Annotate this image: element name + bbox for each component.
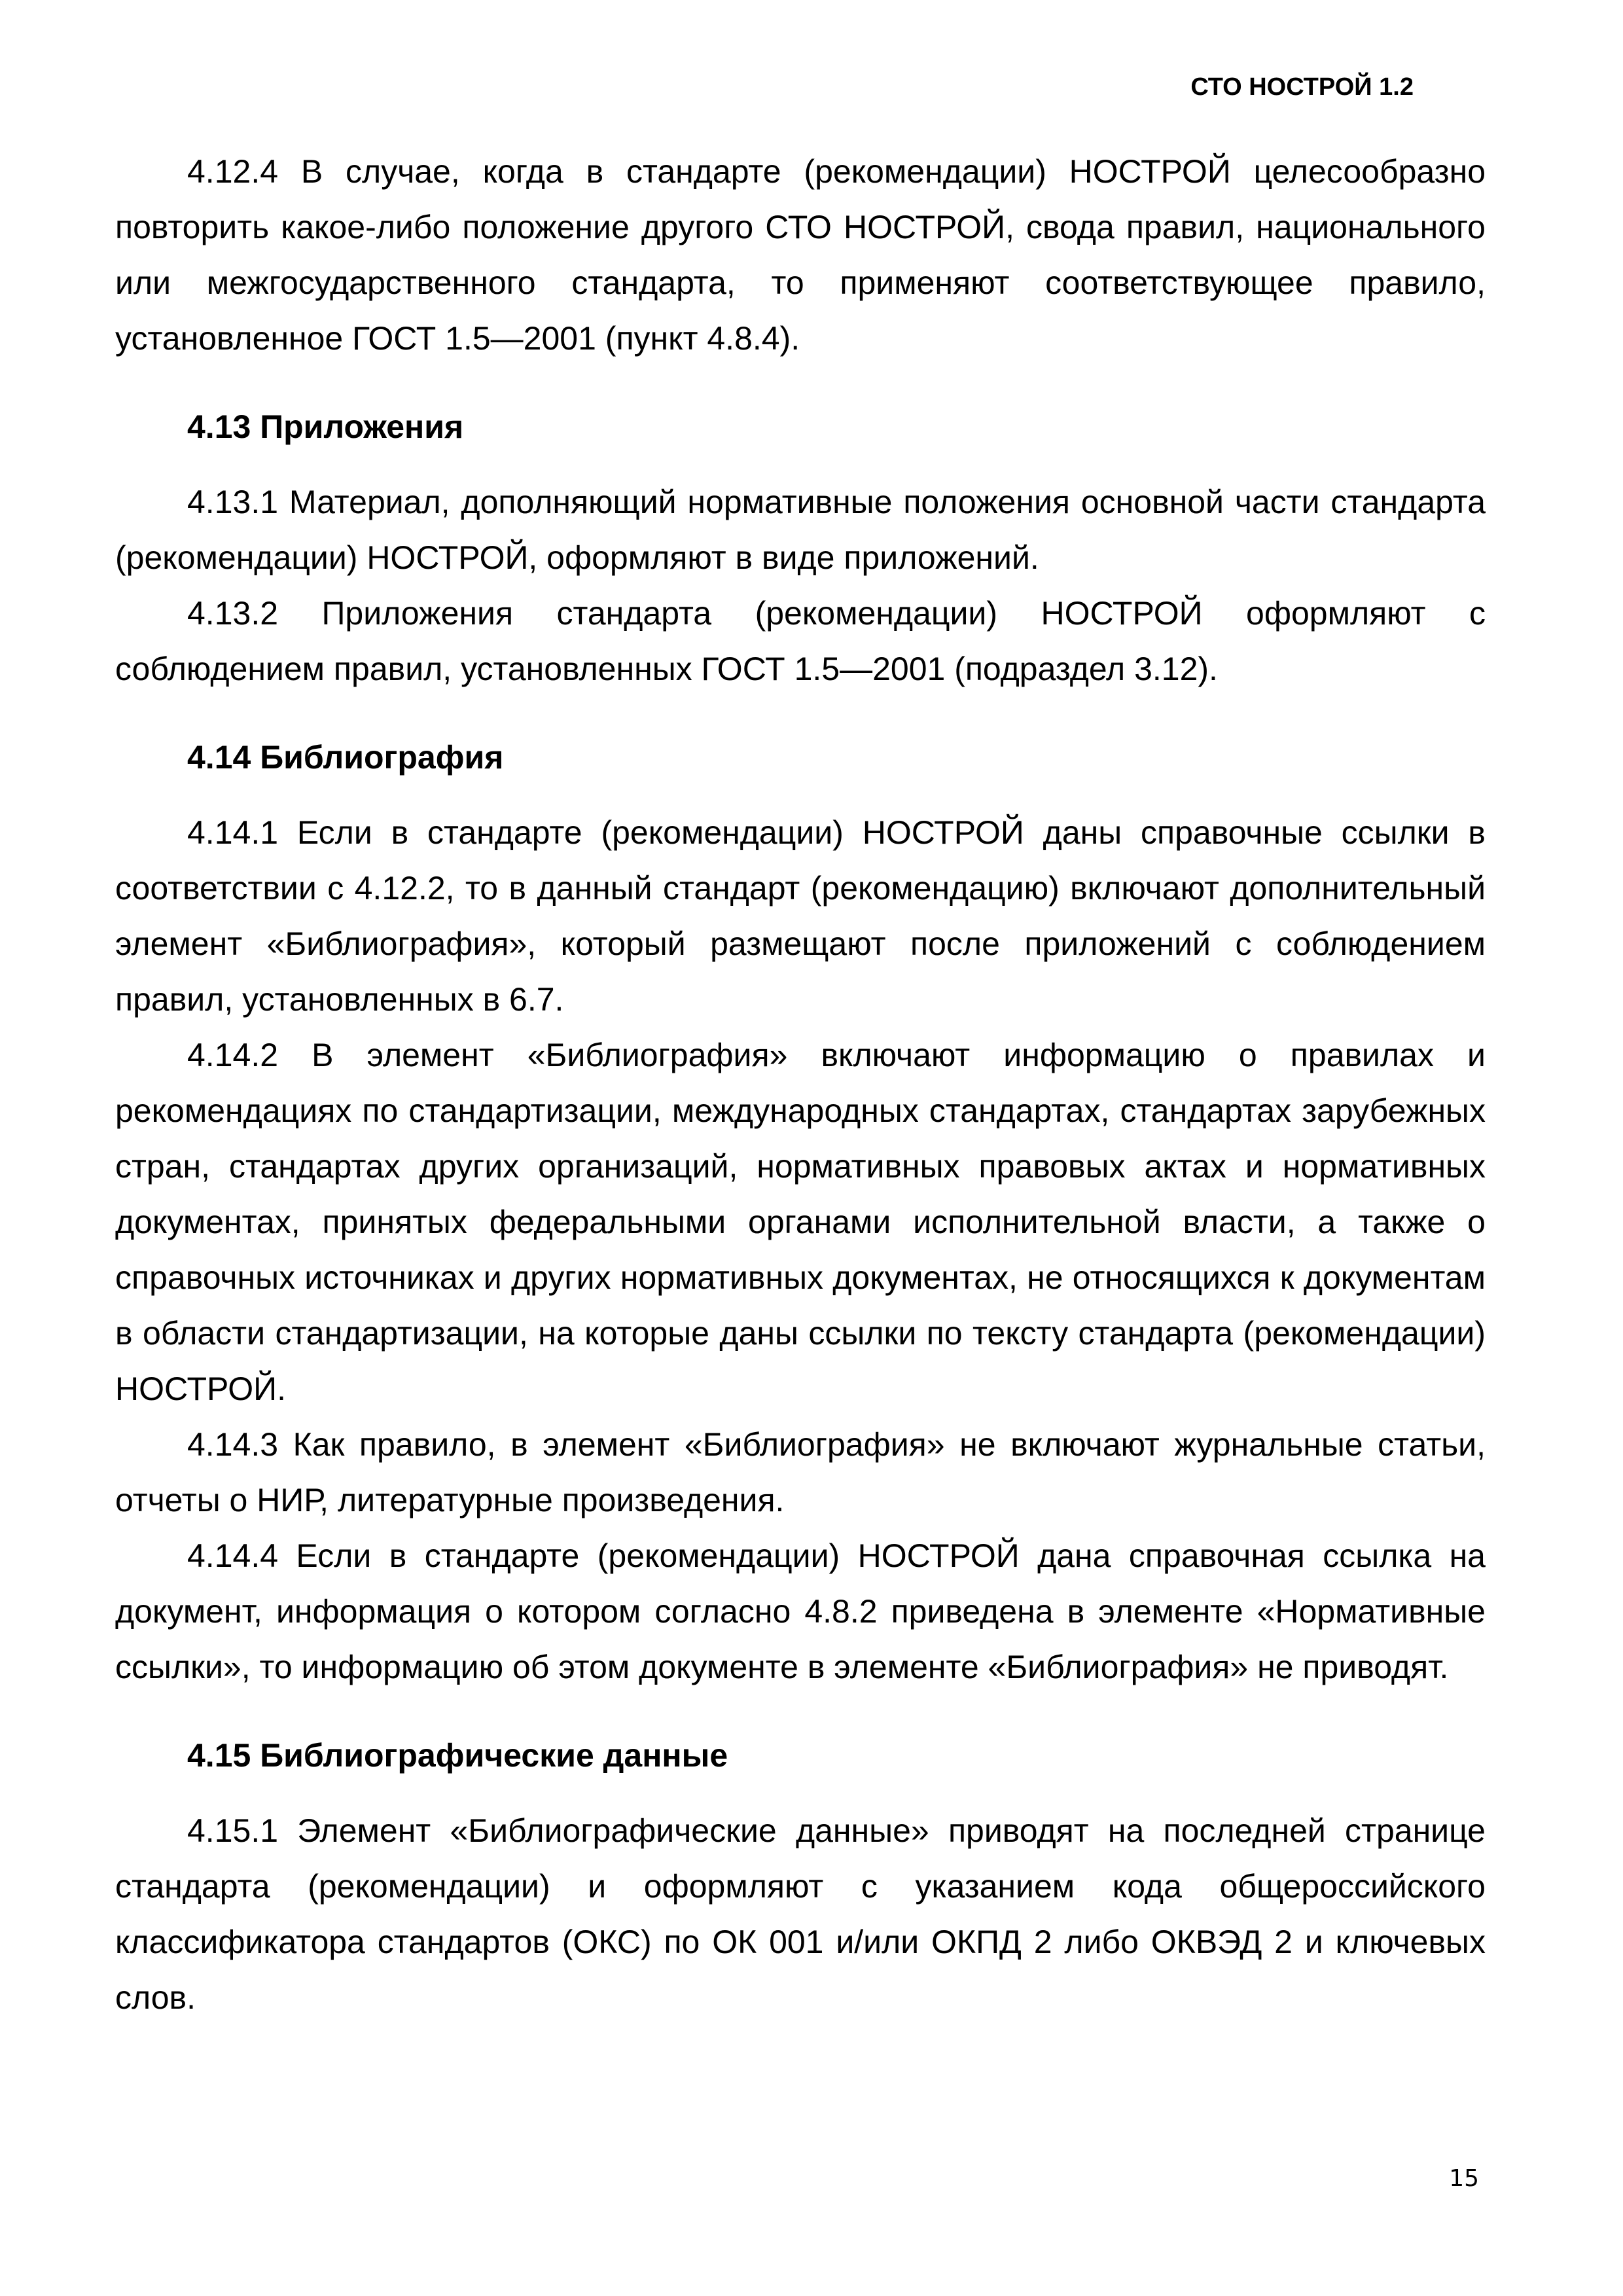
paragraph-4-14-3: 4.14.3 Как правило, в элемент «Библиография» не включают журнальные статьи, отчеты о НИР, литературные произведения. bbox=[115, 1426, 1486, 1518]
paragraph-4-14-4: 4.14.4 Если в стандарте (рекомендации) НОСТРОЙ дана справочная ссылка на документ, информация о котором согласно 4.8.2 приведена в элементе «Нормативные ссылки», то информацию об этом документе в элементе «Библиография» не приводят. bbox=[115, 1537, 1486, 1685]
paragraph-4-14-1: 4.14.1 Если в стандарте (рекомендации) НОСТРОЙ даны справочные ссылки в соответствии с 4.12.2, то в данный стандарт (рекомендацию) включают дополнительный элемент «Библиография», который размещают после приложений с соблюдением правил, установленных в 6.7. bbox=[115, 814, 1486, 1018]
paragraph-4-12-4: 4.12.4 В случае, когда в стандарте (рекомендации) НОСТРОЙ целесообразно повторить какое-либо положение другого СТО НОСТРОЙ, свода правил, национального или межгосударственного стандарта, то применяют соответствующее правило, установленное ГОСТ 1.5—2001 (пункт 4.8.4). bbox=[115, 153, 1486, 357]
section-heading-4-13: 4.13 Приложения bbox=[187, 408, 464, 445]
paragraph-4-13-2: 4.13.2 Приложения стандарта (рекомендации) НОСТРОЙ оформляют с соблюдением правил, установленных ГОСТ 1.5—2001 (подраздел 3.12). bbox=[115, 595, 1486, 687]
paragraph-4-14-2: 4.14.2 В элемент «Библиография» включают информацию о правилах и рекомендациях по стандартизации, международных стандартах, стандартах зарубежных стран, стандартах других организаций, нормативных правовых актах и нормативных документах, принятых федеральными органами исполнительной власти, а также о справочных источниках и других нормативных документах, не относящихся к документам в области стандартизации, на которые даны ссылки по тексту стандарта (рекомендации) НОСТРОЙ. bbox=[115, 1037, 1486, 1407]
paragraph-4-15-1: 4.15.1 Элемент «Библиографические данные» приводят на последней странице стандарта (рекомендации) и оформляют с указанием кода общероссийского классификатора стандартов (ОКС) по ОК 001 и/или ОКПД 2 либо ОКВЭД 2 и ключевых слов. bbox=[115, 1812, 1486, 2016]
section-heading-4-14: 4.14 Библиография bbox=[187, 739, 504, 776]
paragraph-4-13-1: 4.13.1 Материал, дополняющий нормативные положения основной части стандарта (рекомендации) НОСТРОЙ, оформляют в виде приложений. bbox=[115, 484, 1486, 576]
section-heading-4-15: 4.15 Библиографические данные bbox=[187, 1737, 728, 1774]
document-body bbox=[115, 144, 1486, 2026]
document-code-header: СТО НОСТРОЙ 1.2 bbox=[1190, 73, 1414, 101]
page-number: 15 bbox=[1449, 2165, 1479, 2192]
